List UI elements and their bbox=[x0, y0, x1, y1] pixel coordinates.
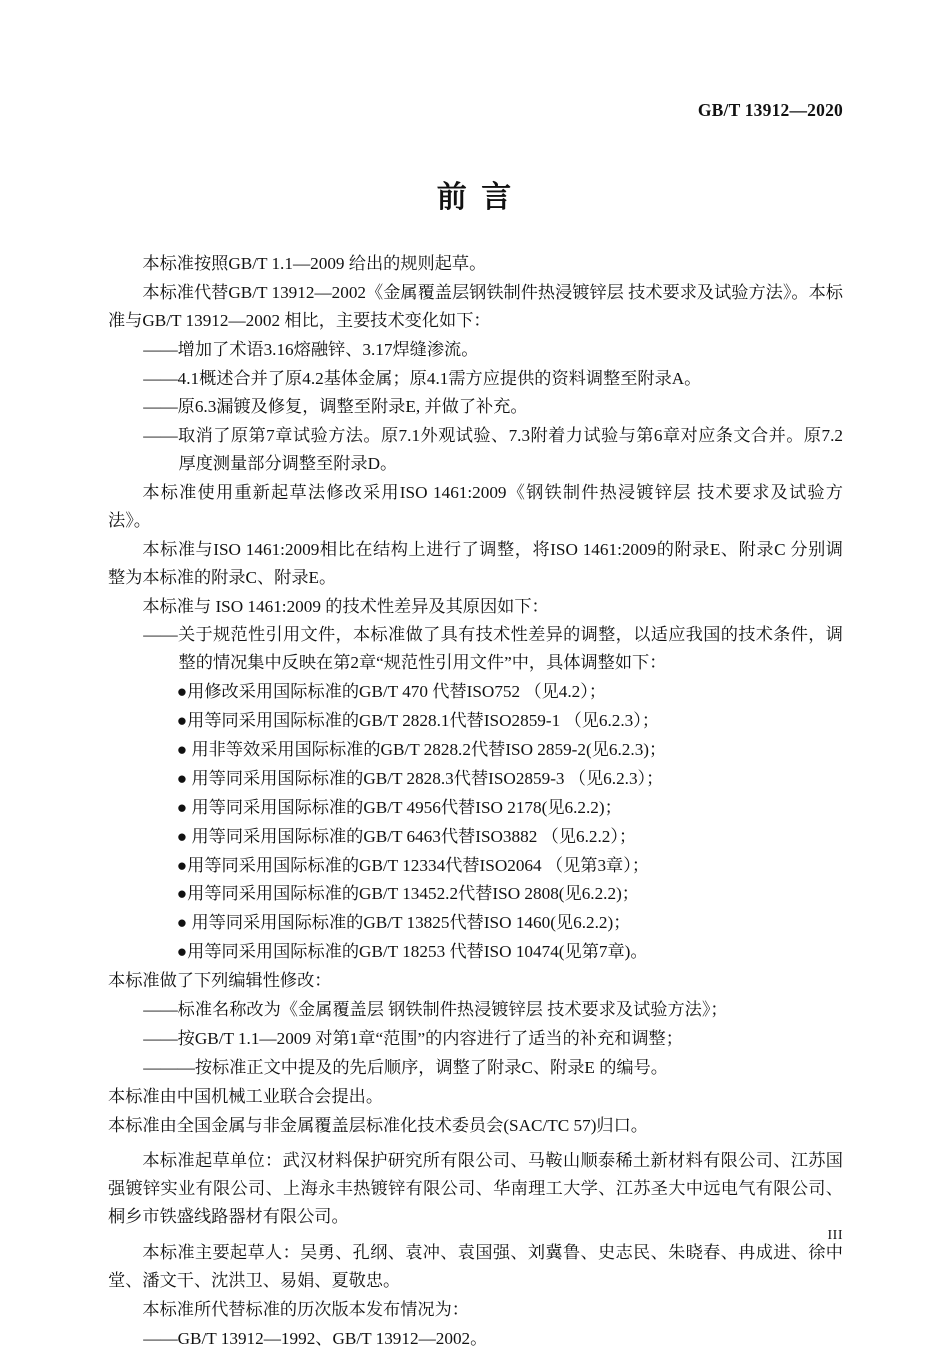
standard-code: GB/T 13912—2020 bbox=[697, 100, 843, 120]
reference-bullet-item: ● 用等同采用国际标准的GB/T 4956代替ISO 2178(见6.2.2)； bbox=[176, 797, 622, 817]
foreword-body bbox=[108, 250, 843, 1354]
paragraph-iso-adoption: 本标准使用重新起草法修改采用ISO 1461:2009《钢铁制件热浸镀锌层 技术要求及试验方法》。 bbox=[108, 483, 843, 530]
editorial-changes-intro: 本标准做了下列编辑性修改： bbox=[108, 971, 332, 991]
running-header bbox=[108, 100, 843, 121]
paragraph-technical-deviation-intro: 本标准与 ISO 1461:2009 的技术性差异及其原因如下： bbox=[142, 596, 549, 616]
paragraph-spacer bbox=[108, 1140, 843, 1147]
editorial-change-item: ——标准名称改为《金属覆盖层 钢铁制件热浸镀锌层 技术要求及试验方法》； bbox=[143, 1000, 728, 1019]
reference-bullet-item: ●用等同采用国际标准的GB/T 2828.1代替ISO2859-1 （见6.2.3）； bbox=[176, 711, 660, 731]
technical-change-item: ——4.1概述合并了原4.2基体金属；原4.1需方应提供的资料调整至附录A。 bbox=[143, 368, 702, 388]
reference-bullet-item: ● 用等同采用国际标准的GB/T 13825代替ISO 1460(见6.2.2)； bbox=[176, 913, 631, 933]
paragraph-history-intro: 本标准所代替标准的历次版本发布情况为： bbox=[142, 1299, 469, 1319]
editorial-change-item: ———按标准正文中提及的先后顺序，调整了附录C、附录E 的编号。 bbox=[143, 1057, 668, 1077]
reference-bullet-item: ● 用等同采用国际标准的GB/T 6463代替ISO3882 （见6.2.2）； bbox=[176, 826, 637, 846]
paragraph-replaces: 本标准代替GB/T 13912—2002《金属覆盖层钢铁制件热浸镀锌层 技术要求及试验方法》。本标准与GB/T 13912—2002 相比，主要技术变化如下： bbox=[108, 282, 843, 330]
paragraph-administrator: 本标准由全国金属与非金属覆盖层标准化技术委员会(SAC/TC 57)归口。 bbox=[108, 1115, 648, 1135]
editorial-change-item: ——按GB/T 1.1—2009 对第1章“范围”的内容进行了适当的补充和调整； bbox=[143, 1028, 683, 1048]
paragraph-scope-basis: 本标准按照GB/T 1.1—2009 给出的规则起草。 bbox=[142, 254, 487, 273]
reference-bullet-item: ●用修改采用国际标准的GB/T 470 代替ISO752 （见4.2）； bbox=[176, 682, 607, 702]
history-version-item: ——GB/T 13912—1992、GB/T 13912—2002。 bbox=[143, 1328, 488, 1348]
paragraph-drafting-units: 本标准起草单位：武汉材料保护研究所有限公司、马鞍山顺泰稀土新材料有限公司、江苏国强镀锌实业有限公司、上海永丰热镀锌有限公司、华南理工大学、江苏圣大中远电气有限公司、桐乡市铁盛线路器材有限公司。 bbox=[108, 1151, 843, 1227]
normative-reference-intro: ——关于规范性引用文件，本标准做了具有技术性差异的调整，以适应我国的技术条件，调整的情况集中反映在第2章“规范性引用文件”中，具体调整如下： bbox=[143, 625, 843, 673]
page-number: III bbox=[827, 1228, 843, 1243]
page-title: 前 言 bbox=[436, 180, 514, 215]
paragraph-structure-adjust: 本标准与ISO 1461:2009相比在结构上进行了调整，将ISO 1461:2009的附录E、附录C 分别调整为本标准的附录C、附录E。 bbox=[108, 539, 843, 587]
technical-change-item: ——取消了原第7章试验方法。原7.1外观试验、7.3附着力试验与第6章对应条文合并。原7.2厚度测量部分调整至附录D。 bbox=[143, 426, 843, 474]
technical-change-item: ——增加了术语3.16熔融锌、3.17焊缝渗流。 bbox=[143, 339, 479, 359]
reference-bullet-item: ●用等同采用国际标准的GB/T 18253 代替ISO 10474(见第7章)。 bbox=[176, 942, 648, 962]
technical-change-item: ——原6.3漏镀及修复，调整至附录E, 并做了补充。 bbox=[143, 397, 528, 417]
reference-bullet-item: ● 用非等效采用国际标准的GB/T 2828.2代替ISO 2859-2(见6.2.3)； bbox=[176, 739, 667, 759]
paragraph-main-drafters: 本标准主要起草人：吴勇、孔纲、袁冲、袁国强、刘冀鲁、史志民、朱晓春、冉成进、徐中堂、潘文干、沈洪卫、易娟、夏敬忠。 bbox=[108, 1243, 843, 1290]
reference-bullet-item: ● 用等同采用国际标准的GB/T 2828.3代替ISO2859-3 （见6.2.3）； bbox=[176, 768, 664, 788]
reference-bullet-item: ●用等同采用国际标准的GB/T 13452.2代替ISO 2808(见6.2.2)； bbox=[176, 884, 639, 904]
page-folio bbox=[108, 1228, 843, 1244]
reference-bullet-item: ●用等同采用国际标准的GB/T 12334代替ISO2064 （见第3章）； bbox=[176, 855, 650, 875]
paragraph-proposer: 本标准由中国机械工业联合会提出。 bbox=[108, 1086, 384, 1106]
